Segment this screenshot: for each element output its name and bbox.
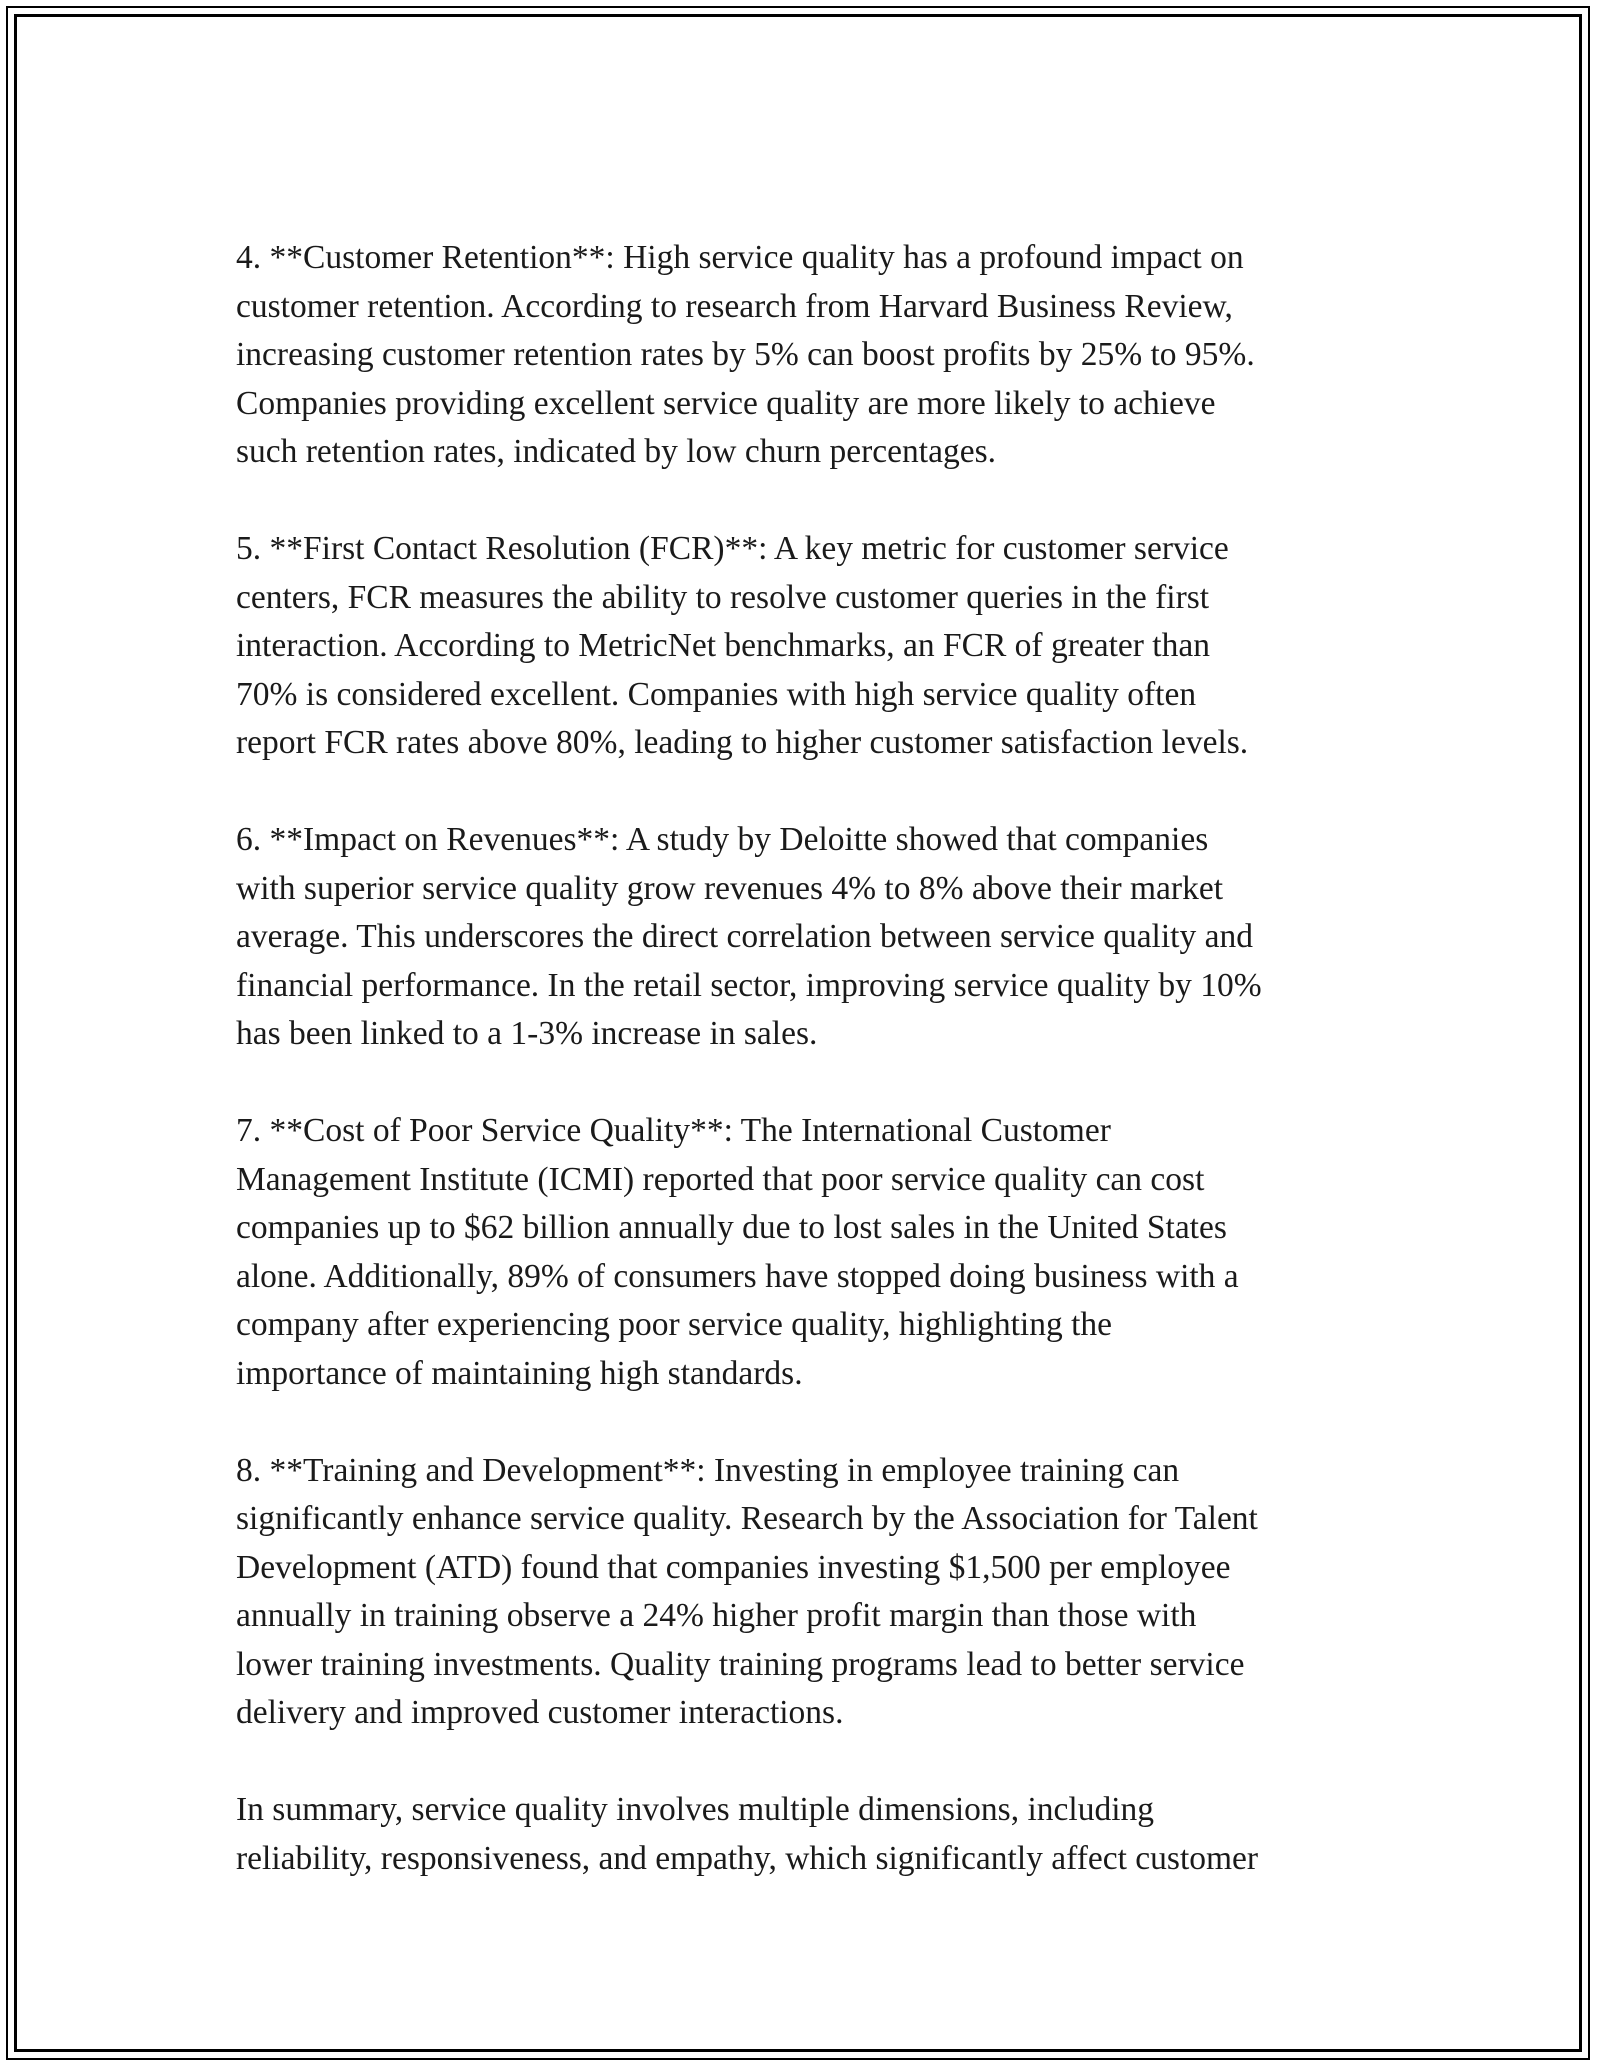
text-line: has been linked to a 1-3% increase in sales. — [236, 1015, 818, 1052]
text-line: reliability, responsiveness, and empathy, which significantly affect customer — [236, 1839, 1259, 1877]
text-line: report FCR rates above 80%, leading to higher customer satisfaction levels. — [236, 724, 1249, 761]
text-line: such retention rates, indicated by low churn percentages. — [236, 433, 996, 470]
text-line: increasing customer retention rates by 5% can boost profits by 25% to 95%. — [236, 336, 1255, 373]
text-line: average. This underscores the direct correlation between service quality and — [236, 918, 1253, 955]
text-line: companies up to $62 billion annually due to lost sales in the United States — [236, 1209, 1227, 1246]
paragraph-summary — [236, 1786, 1386, 1883]
text-line: In summary, service quality involves multiple dimensions, including — [236, 1791, 1155, 1828]
paragraph-impact-on-revenues — [236, 816, 1386, 1059]
paragraph-cost-of-poor-service-quality — [236, 1107, 1386, 1398]
paragraph-training-and-development — [236, 1447, 1386, 1738]
text-line: Companies providing excellent service quality are more likely to achieve — [236, 384, 1216, 422]
text-line: 4. **Customer Retention**: High service quality has a profound impact on — [236, 239, 1244, 276]
text-line: company after experiencing poor service quality, highlighting the — [236, 1306, 1112, 1343]
text-line: 6. **Impact on Revenues**: A study by Deloitte showed that companies — [236, 821, 1209, 858]
text-line: 5. **First Contact Resolution (FCR)**: A key metric for customer service — [236, 530, 1229, 567]
text-line: customer retention. According to research from Harvard Business Review, — [236, 287, 1233, 325]
text-line: importance of maintaining high standards. — [236, 1354, 803, 1392]
text-line: lower training investments. Quality training programs lead to better service — [236, 1645, 1245, 1683]
text-line: Development (ATD) found that companies investing $1,500 per employee — [236, 1548, 1231, 1586]
text-line: alone. Additionally, 89% of consumers have stopped doing business with a — [236, 1257, 1239, 1295]
text-line: significantly enhance service quality. Research by the Association for Talent — [236, 1500, 1258, 1537]
paragraph-customer-retention — [236, 234, 1386, 477]
text-line: 70% is considered excellent. Companies with high service quality often — [236, 675, 1197, 713]
text-line: financial performance. In the retail sector, improving service quality by 10% — [236, 966, 1262, 1004]
text-line: 7. **Cost of Poor Service Quality**: The International Customer — [236, 1112, 1111, 1149]
text-line: annually in training observe a 24% higher profit margin than those with — [236, 1597, 1197, 1634]
text-line: Management Institute (ICMI) reported that poor service quality can cost — [236, 1160, 1205, 1198]
text-line: 8. **Training and Development**: Investing in employee training can — [236, 1451, 1180, 1489]
text-line: centers, FCR measures the ability to resolve customer queries in the first — [236, 578, 1210, 616]
paragraph-first-contact-resolution — [236, 525, 1386, 768]
document-body — [236, 234, 1386, 1932]
text-line: interaction. According to MetricNet benchmarks, an FCR of greater than — [236, 627, 1210, 664]
text-line: with superior service quality grow revenues 4% to 8% above their market — [236, 869, 1224, 907]
text-line: delivery and improved customer interactions. — [236, 1694, 844, 1731]
